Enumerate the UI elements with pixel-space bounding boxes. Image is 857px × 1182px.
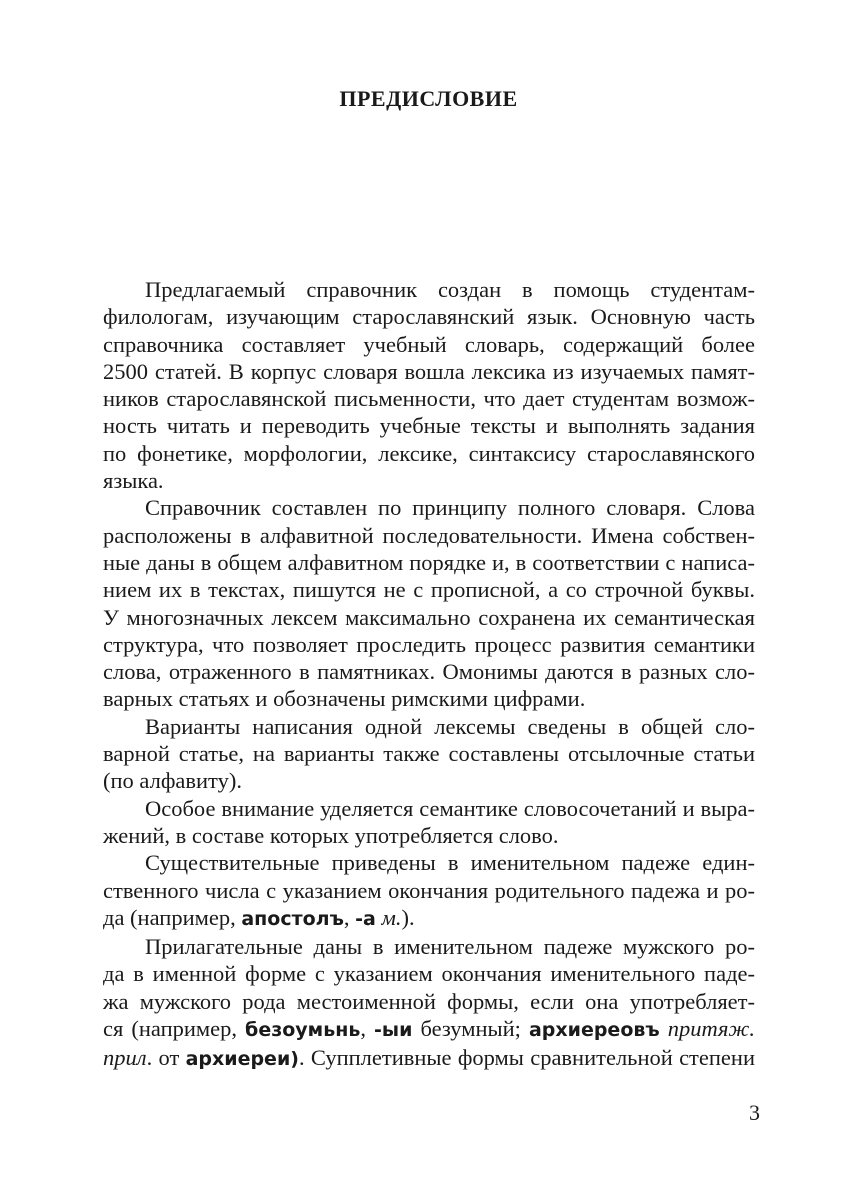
text-line: расположены в алфавитной последовательности. Имена собствен- <box>103 522 755 548</box>
text-fragment: ). <box>401 904 415 930</box>
text-line: нием их в текстах, пишутся не с прописной, а со строчной буквы. <box>103 577 755 603</box>
slavonic-word: апостолъ <box>241 907 344 930</box>
text-line: (по алфавиту). <box>103 768 242 794</box>
paragraph-1 <box>103 276 755 494</box>
text-fragment: да (например, <box>103 904 242 930</box>
text-fragment: . Супплетивные формы сравнительной степени <box>298 1045 755 1071</box>
slavonic-word: архиереовъ <box>528 1019 660 1042</box>
example-line <box>103 904 755 933</box>
text-line: Справочник составлен по принципу полного словаря. Слова <box>145 495 755 521</box>
text-line: жений, в составе которых употребляется слово. <box>103 822 559 848</box>
example-line <box>103 1015 755 1044</box>
text-line: варных статьях и обозначены римскими цифрами. <box>103 686 586 712</box>
text-line: ников старославянской письменности, что дает студентам возмож- <box>103 386 755 412</box>
text-line: варной статье, на варианты также составлены отсылочные статьи <box>103 741 755 767</box>
text-line: Прилагательные даны в именительном падеже мужского ро- <box>145 934 755 960</box>
text-line: Варианты написания одной лексемы сведены в общей сло- <box>145 713 755 739</box>
slavonic-ending: -а <box>355 907 376 930</box>
text-line: филологам, изучающим старославянский язык. Основную часть <box>103 304 755 330</box>
text-line: ные даны в общем алфавитном порядке и, в соответствии с написа- <box>103 549 755 575</box>
grammar-abbreviation: м. <box>381 904 402 930</box>
paragraph-2 <box>103 494 755 712</box>
text-line: структура, что позволяет проследить процесс развития семантики <box>103 631 755 657</box>
text-line: ность читать и переводить учебные тексты и выполнять задания <box>103 413 755 439</box>
text-line: справочника составляет учебный словарь, содержащий более <box>103 331 755 357</box>
page-number: 3 <box>749 1100 760 1125</box>
text-fragment: , <box>343 904 356 930</box>
text-line: У многозначных лексем максимально сохранена их семантическая <box>103 604 755 630</box>
paragraph-3 <box>103 713 755 795</box>
grammar-abbreviation: прил <box>103 1045 147 1071</box>
text-line: Особое внимание уделяется семантике словосочетаний и выра- <box>145 795 755 821</box>
paragraph-5 <box>103 849 755 933</box>
example-line <box>103 1044 755 1073</box>
text-line: Существительные приведены в именительном падеже един- <box>145 850 755 876</box>
text-line: ственного числа с указанием окончания родительного падежа и ро- <box>103 877 755 903</box>
text-fragment: ся (например, <box>103 1016 246 1042</box>
text-line: Предлагаемый справочник создан в помощь студентам- <box>145 277 755 302</box>
slavonic-ending: -ыи <box>374 1019 413 1042</box>
text-fragment: . от <box>146 1045 186 1071</box>
paragraph-4 <box>103 795 755 850</box>
text-line: по фонетике, морфологии, лексике, синтаксису старославянского <box>103 440 755 466</box>
text-line: языка. <box>103 468 164 494</box>
text-line: слова, отраженного в памятниках. Омонимы даются в разных сло- <box>103 659 755 685</box>
text-fragment: безумный; <box>412 1016 529 1042</box>
paragraph-6 <box>103 933 755 1073</box>
slavonic-word: архиереи) <box>185 1048 299 1071</box>
text-line: 2500 статей. В корпус словаря вошла лексика из изучаемых памят- <box>103 358 755 384</box>
slavonic-word: безоумьнь <box>245 1019 361 1042</box>
text-fragment <box>660 1016 668 1041</box>
page-title: ПРЕДИСЛОВИЕ <box>339 86 518 111</box>
text-line: да в именной форме с указанием окончания именительного паде- <box>103 961 755 987</box>
body-text <box>103 276 755 1074</box>
text-line: жа мужского рода местоименной формы, если она употребляет- <box>103 988 755 1014</box>
grammar-abbreviation: притяж. <box>667 1016 755 1042</box>
text-fragment: , <box>360 1016 375 1042</box>
